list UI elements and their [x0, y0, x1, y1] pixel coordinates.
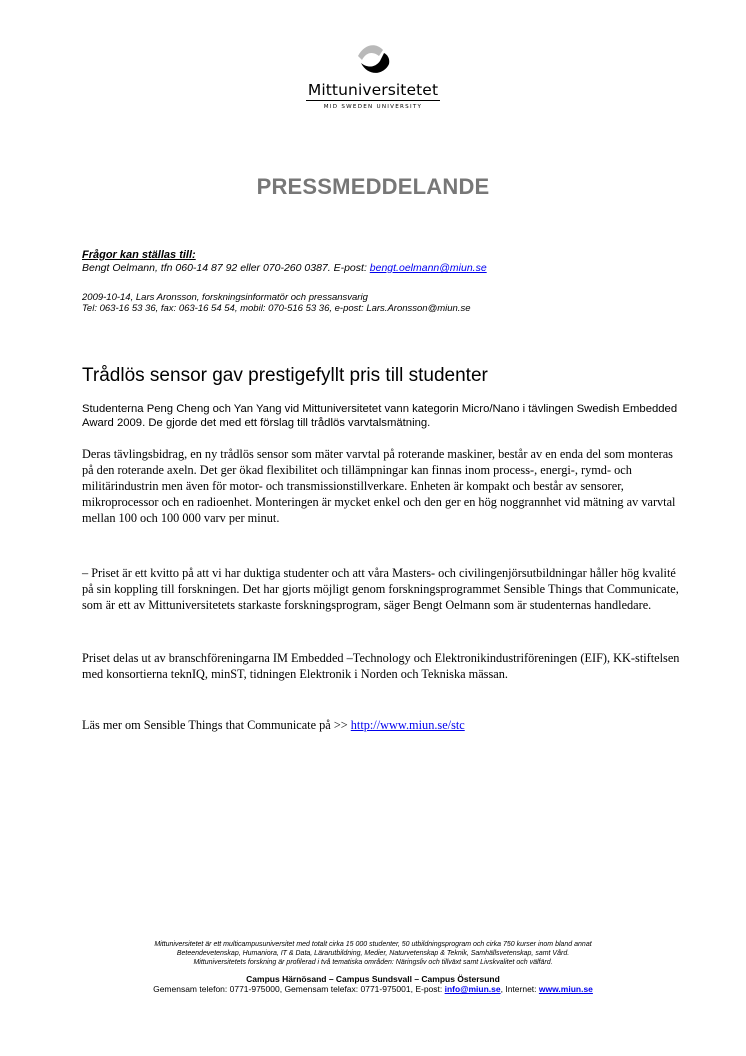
footer-fine-print-2: Beteendevetenskap, Humaniora, IT & Data, Lärarutbildning, Medier, Naturvetenskap & Teknik, Samhällsvetenskap, samt Vård.	[176, 950, 570, 957]
footer-fine-print-3: Mittuniversitetets forskning är profilerad i två tematiska områden: Näringsliv och tillväxt samt Livskvalitet och välfärd.	[193, 959, 553, 966]
footer-campuses: Campus Härnösand – Campus Sundsvall – Campus Östersund	[246, 974, 500, 984]
contact-email-link[interactable]: bengt.oelmann@miun.se	[369, 262, 487, 274]
body-paragraph-1: Deras tävlingsbidrag, en ny trådlös sensor som mäter varvtal på roterande maskiner, består av en enda del som monteras på den roterande axeln. Det ger ökad flexibilitet och tillämpningar kan finnas inom process-, energi-, rymd- och militärindustrin men även för motor- och transmissionstillverkare. Enheten är kompakt och består av sensorer, mikroprocessor och en radioenhet. Monteringen är mycket enkel och den ger en hög noggrannhet vid mätning av varvtal mellan 100 och 100 000 varv per minut.	[82, 447, 676, 525]
contact-line	[82, 262, 487, 274]
university-emblem-icon	[353, 42, 393, 78]
press-date-line: 2009-10-14, Lars Aronsson, forskningsinformatör och pressansvarig	[82, 292, 368, 303]
article-lead: Studenterna Peng Cheng och Yan Yang vid Mittuniversitetet vann kategorin Micro/Nano i tävlingen Swedish Embedded Award 2009. De gjorde det med ett förslag till trådlös varvtalsmätning.	[82, 403, 678, 429]
footer-email-link[interactable]: info@miun.se	[444, 984, 501, 994]
body-paragraph-2: – Priset är ett kvitto på att vi har duktiga studenter och att våra Masters- och civilingenjörsutbildningar håller hög kvalité på sin koppling till forskningen. Det har gjorts möjligt genom forskningsprogrammet Sensible Things that Communicate, som är ett av Mittuniversitetets starkaste forskningsprogram, säger Bengt Oelmann som är studenternas handledare.	[82, 566, 679, 612]
read-more-text: Läs mer om Sensible Things that Communicate på >>	[82, 718, 351, 732]
footer-contact-text: Gemensam telefon: 0771-975000, Gemensam telefax: 0771-975001, E-post:	[153, 984, 445, 994]
footer-fine-print-1: Mittuniversitetet är ett multicampusuniversitet med totalt cirka 15 000 studenter, 50 utbildningsprogram och cirka 750 kurser inom bland annat	[154, 941, 592, 948]
logo-divider	[306, 100, 440, 101]
page-footer	[0, 940, 746, 994]
contact-line-text: Bengt Oelmann, tfn 060-14 87 92 eller 070-260 0387. E-post:	[82, 262, 370, 274]
article-headline: Trådlös sensor gav prestigefyllt pris till studenter	[82, 365, 488, 386]
body-paragraph-4	[82, 717, 682, 733]
press-contact-line: Tel: 063-16 53 36, fax: 063-16 54 54, mobil: 070-516 53 36, e-post: Lars.Aronsson@miun.se	[82, 303, 471, 314]
body-paragraph-3: Priset delas ut av branschföreningarna IM Embedded –Technology och Elektronikindustriföreningen (EIF), KK-stiftelsen med konsortierna teknIQ, minST, tidningen Elektronik i Norden och Tekniska mässan.	[82, 651, 680, 681]
logo-wordmark: Mittuniversitetet	[307, 81, 439, 99]
university-logo	[0, 42, 746, 111]
logo-subtitle: MID SWEDEN UNIVERSITY	[323, 104, 423, 110]
footer-internet-label: , Internet:	[500, 984, 539, 994]
contact-heading-text: Frågor kan ställas till:	[82, 249, 196, 261]
footer-contact	[0, 984, 746, 994]
stc-link[interactable]: http://www.miun.se/stc	[350, 718, 465, 732]
footer-website-link[interactable]: www.miun.se	[538, 984, 593, 994]
contact-heading	[82, 249, 196, 261]
document-title: PRESSMEDDELANDE	[256, 174, 490, 199]
